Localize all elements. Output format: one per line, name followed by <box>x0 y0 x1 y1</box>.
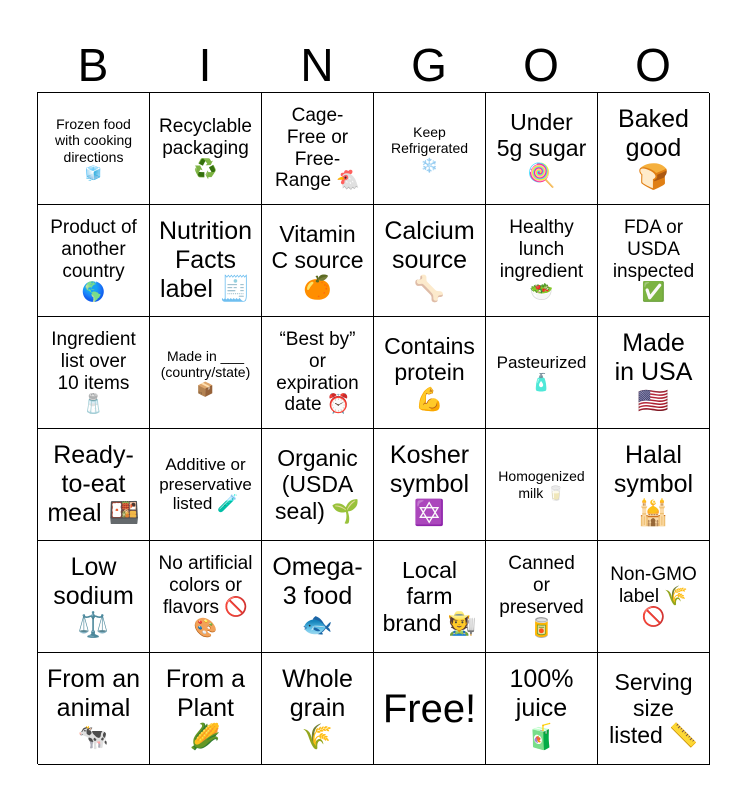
cell-label: Halal symbol 🕌 <box>613 441 694 527</box>
bingo-cell-contains-protein[interactable] <box>374 317 486 429</box>
cell-label: Nutrition Facts label 🧾 <box>158 217 253 303</box>
bingo-cell-cage-free[interactable] <box>262 93 374 205</box>
cell-label: Serving size listed 📏 <box>609 668 698 748</box>
bingo-cell-recyclable[interactable] <box>150 93 262 205</box>
bingo-cell-product-of-another-country[interactable] <box>38 205 150 317</box>
bingo-cell-under-5g-sugar[interactable] <box>486 93 598 205</box>
bingo-cell-from-an-animal[interactable] <box>38 653 150 765</box>
cell-label: Organic (USDA seal) 🌱 <box>275 444 360 524</box>
header-letter-n: N <box>300 39 334 91</box>
cell-label: Calcium source 🦴 <box>384 217 475 303</box>
cell-label: Ingredient list over 10 items 🧂 <box>51 328 136 416</box>
cell-label: Vitamin C source 🍊 <box>271 220 364 300</box>
bingo-cell-whole-grain[interactable] <box>262 653 374 765</box>
bingo-cell-from-a-plant[interactable] <box>150 653 262 765</box>
cell-label: Healthy lunch ingredient 🥗 <box>499 216 584 304</box>
cell-label: Under 5g sugar 🍭 <box>496 108 587 188</box>
cell-label: Low sodium ⚖️ <box>53 553 134 639</box>
bingo-cell-made-in-blank[interactable] <box>150 317 262 429</box>
cell-label: Additive or preservative listed 🧪 <box>159 455 252 514</box>
cell-label: Pasteurized 🧴 <box>496 352 587 392</box>
cell-label: Cage- Free or Free- Range 🐔 <box>275 104 360 192</box>
header-letter-g: G <box>411 39 447 91</box>
bingo-cell-vitamin-c[interactable] <box>262 205 374 317</box>
cell-label: “Best by” or expiration date ⏰ <box>276 328 359 416</box>
bingo-cell-homogenized-milk[interactable] <box>486 429 598 541</box>
bingo-cell-additive[interactable] <box>150 429 262 541</box>
bingo-cell-baked-good[interactable] <box>598 93 710 205</box>
cell-label: Whole grain 🌾 <box>282 665 353 751</box>
bingo-header <box>37 38 709 92</box>
cell-label: No artificial colors or flavors 🚫 🎨 <box>158 552 253 640</box>
bingo-cell-healthy-lunch[interactable] <box>486 205 598 317</box>
cell-label: Homogenized milk 🥛 <box>498 468 585 501</box>
header-letter-i: I <box>198 39 212 91</box>
cell-label: Local farm brand 🧑‍🌾 <box>382 556 477 636</box>
bingo-cell-frozen-food[interactable] <box>38 93 150 205</box>
cell-label: From a Plant 🌽 <box>165 665 246 751</box>
bingo-cell-made-in-usa[interactable] <box>598 317 710 429</box>
cell-label: Non-GMO label 🌾 🚫 <box>610 563 697 629</box>
header-letter-o: O <box>523 39 559 91</box>
cell-label: FDA or USDA inspected ✅ <box>612 216 695 304</box>
bingo-cell-nutrition-facts[interactable] <box>150 205 262 317</box>
bingo-cell-omega-3[interactable] <box>262 541 374 653</box>
bingo-cell-fda-usda[interactable] <box>598 205 710 317</box>
header-letter-b: B <box>77 39 109 91</box>
bingo-cell-pasteurized[interactable] <box>486 317 598 429</box>
bingo-board <box>37 92 709 764</box>
bingo-cell-free[interactable] <box>374 653 486 765</box>
bingo-cell-organic[interactable] <box>262 429 374 541</box>
bingo-cell-no-artificial-colors[interactable] <box>150 541 262 653</box>
cell-label: Canned or preserved 🥫 <box>499 552 584 640</box>
cell-label: Made in USA 🇺🇸 <box>614 329 693 415</box>
cell-label: Keep Refrigerated ❄️ <box>390 124 469 173</box>
bingo-cell-local-farm[interactable] <box>374 541 486 653</box>
cell-label: Product of another country 🌎 <box>50 216 137 304</box>
bingo-cell-canned[interactable] <box>486 541 598 653</box>
bingo-cell-100-juice[interactable] <box>486 653 598 765</box>
cell-label: Contains protein 💪 <box>384 332 475 412</box>
cell-label: Made in ___ (country/state) 📦 <box>160 348 251 397</box>
bingo-cell-calcium-source[interactable] <box>374 205 486 317</box>
cell-label: 100% juice 🧃 <box>509 665 574 751</box>
cell-label: Frozen food with cooking directions 🧊 <box>54 116 133 181</box>
cell-label: Omega- 3 food 🐟 <box>272 553 363 639</box>
bingo-cell-low-sodium[interactable] <box>38 541 150 653</box>
cell-label: Kosher symbol ✡️ <box>389 441 470 527</box>
bingo-cell-ready-to-eat[interactable] <box>38 429 150 541</box>
bingo-cell-kosher[interactable] <box>374 429 486 541</box>
cell-label: Recyclable packaging ♻️ <box>159 115 252 181</box>
bingo-cell-keep-refrigerated[interactable] <box>374 93 486 205</box>
bingo-cell-serving-size[interactable] <box>598 653 710 765</box>
cell-label: Baked good 🍞 <box>618 105 689 191</box>
cell-label: From an animal 🐄 <box>46 665 141 751</box>
header-letter-o2: O <box>635 39 671 91</box>
bingo-cell-halal[interactable] <box>598 429 710 541</box>
bingo-cell-non-gmo[interactable] <box>598 541 710 653</box>
bingo-cell-ingredient-list[interactable] <box>38 317 150 429</box>
cell-label: Free! <box>382 686 477 731</box>
bingo-cell-best-by[interactable] <box>262 317 374 429</box>
cell-label: Ready- to-eat meal 🍱 <box>47 441 140 527</box>
